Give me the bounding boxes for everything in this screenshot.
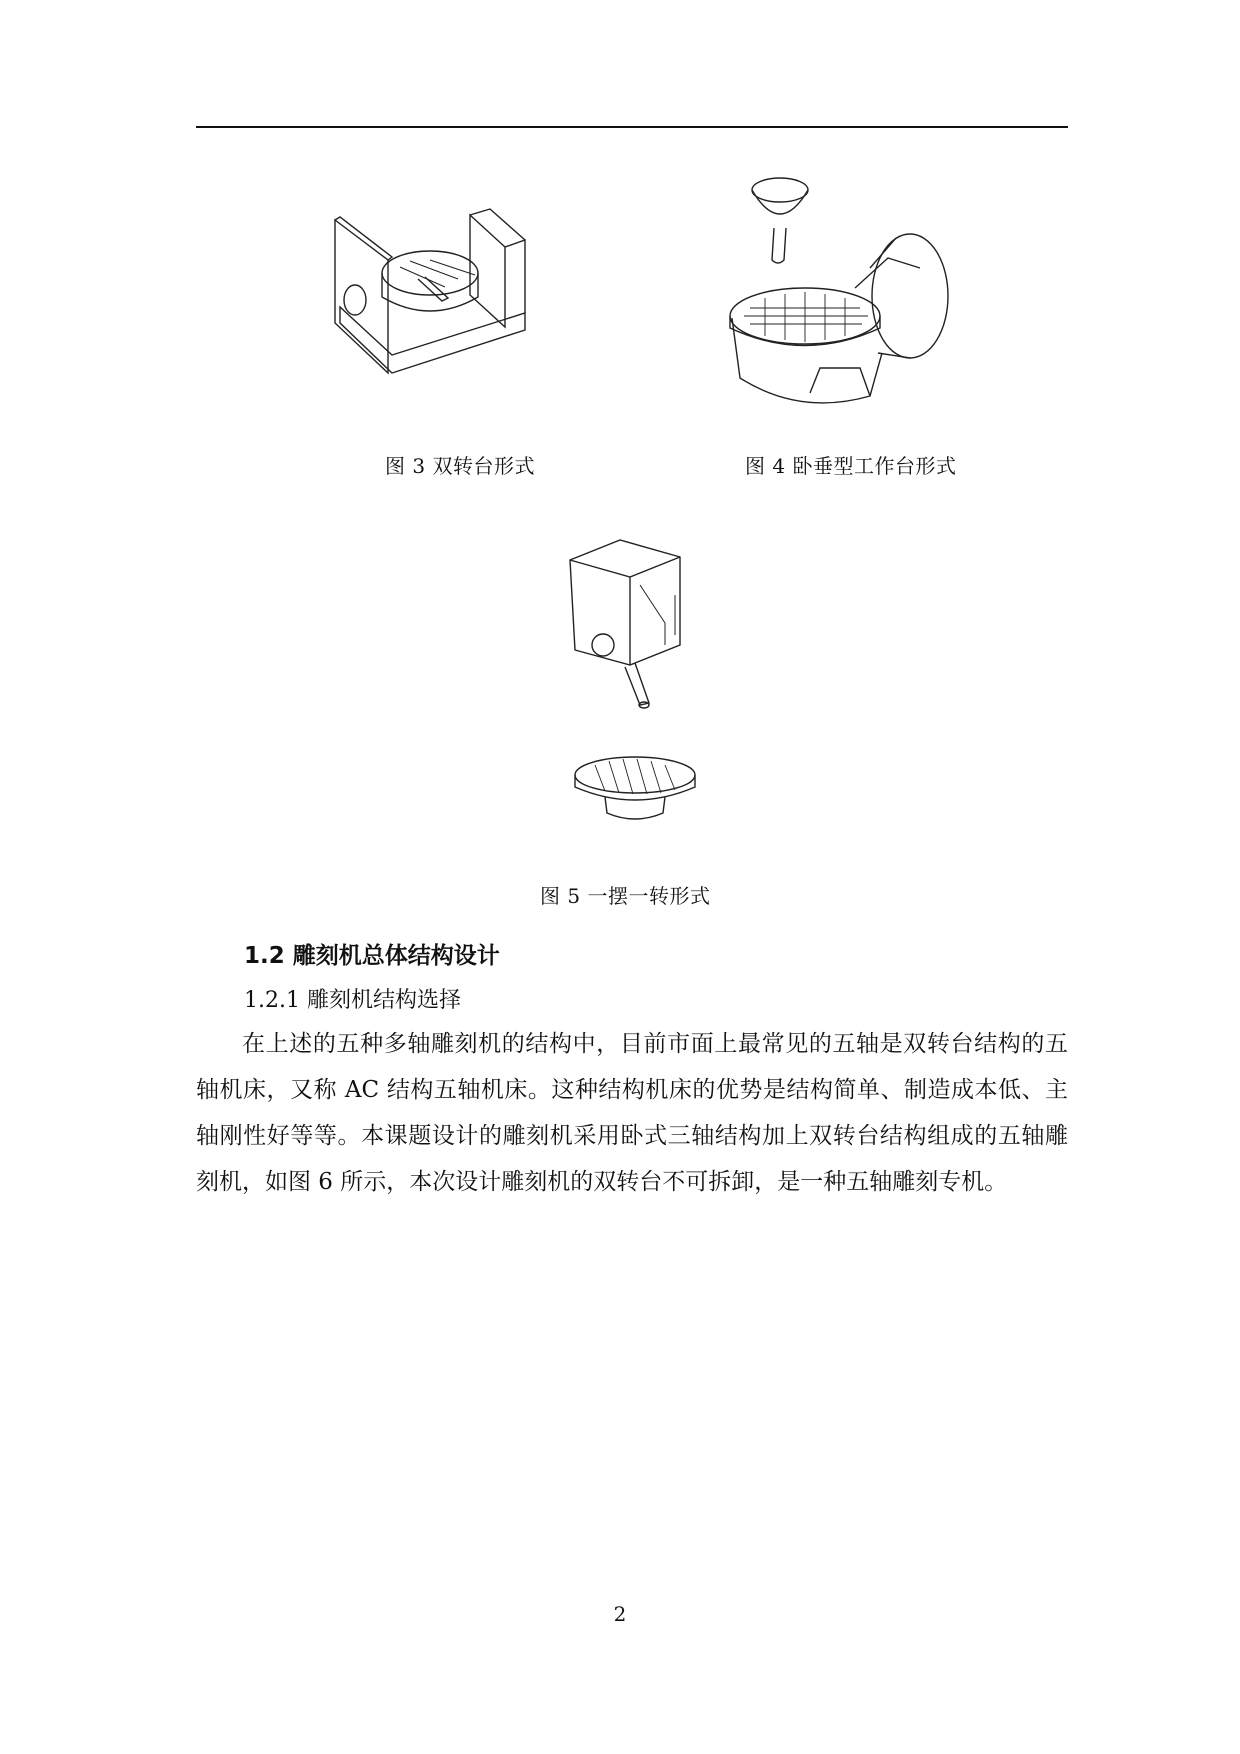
subsection-heading: 1.2.1 雕刻机结构选择 bbox=[244, 988, 461, 1013]
section-heading: 1.2 雕刻机总体结构设计 bbox=[244, 943, 500, 969]
header-rule bbox=[196, 126, 1068, 128]
figure-3-caption: 图 3 双转台形式 bbox=[385, 454, 535, 478]
figure-5-swing-rotary bbox=[565, 535, 705, 835]
figure-4-horizontal-vertical-table bbox=[720, 168, 960, 428]
figure-3-double-rotary-table bbox=[330, 205, 530, 385]
figure-4-caption: 图 4 卧垂型工作台形式 bbox=[745, 454, 957, 478]
page-number: 2 bbox=[613, 1602, 627, 1626]
body-paragraph: 在上述的五种多轴雕刻机的结构中，目前市面上最常见的五轴是双转台结构的五轴机床，又称 AC 结构五轴机床。这种结构机床的优势是结构简单、制造成本低、主轴刚性好等等。本课题设计的雕刻机采用卧式三轴结构加上双转台结构组成的五轴雕刻机，如图 6 所示，本次设计雕刻机的双转台不可拆卸，是一种五轴雕刻专机。 bbox=[196, 1031, 1068, 1195]
figure-5-caption: 图 5 一摆一转形式 bbox=[540, 884, 711, 908]
